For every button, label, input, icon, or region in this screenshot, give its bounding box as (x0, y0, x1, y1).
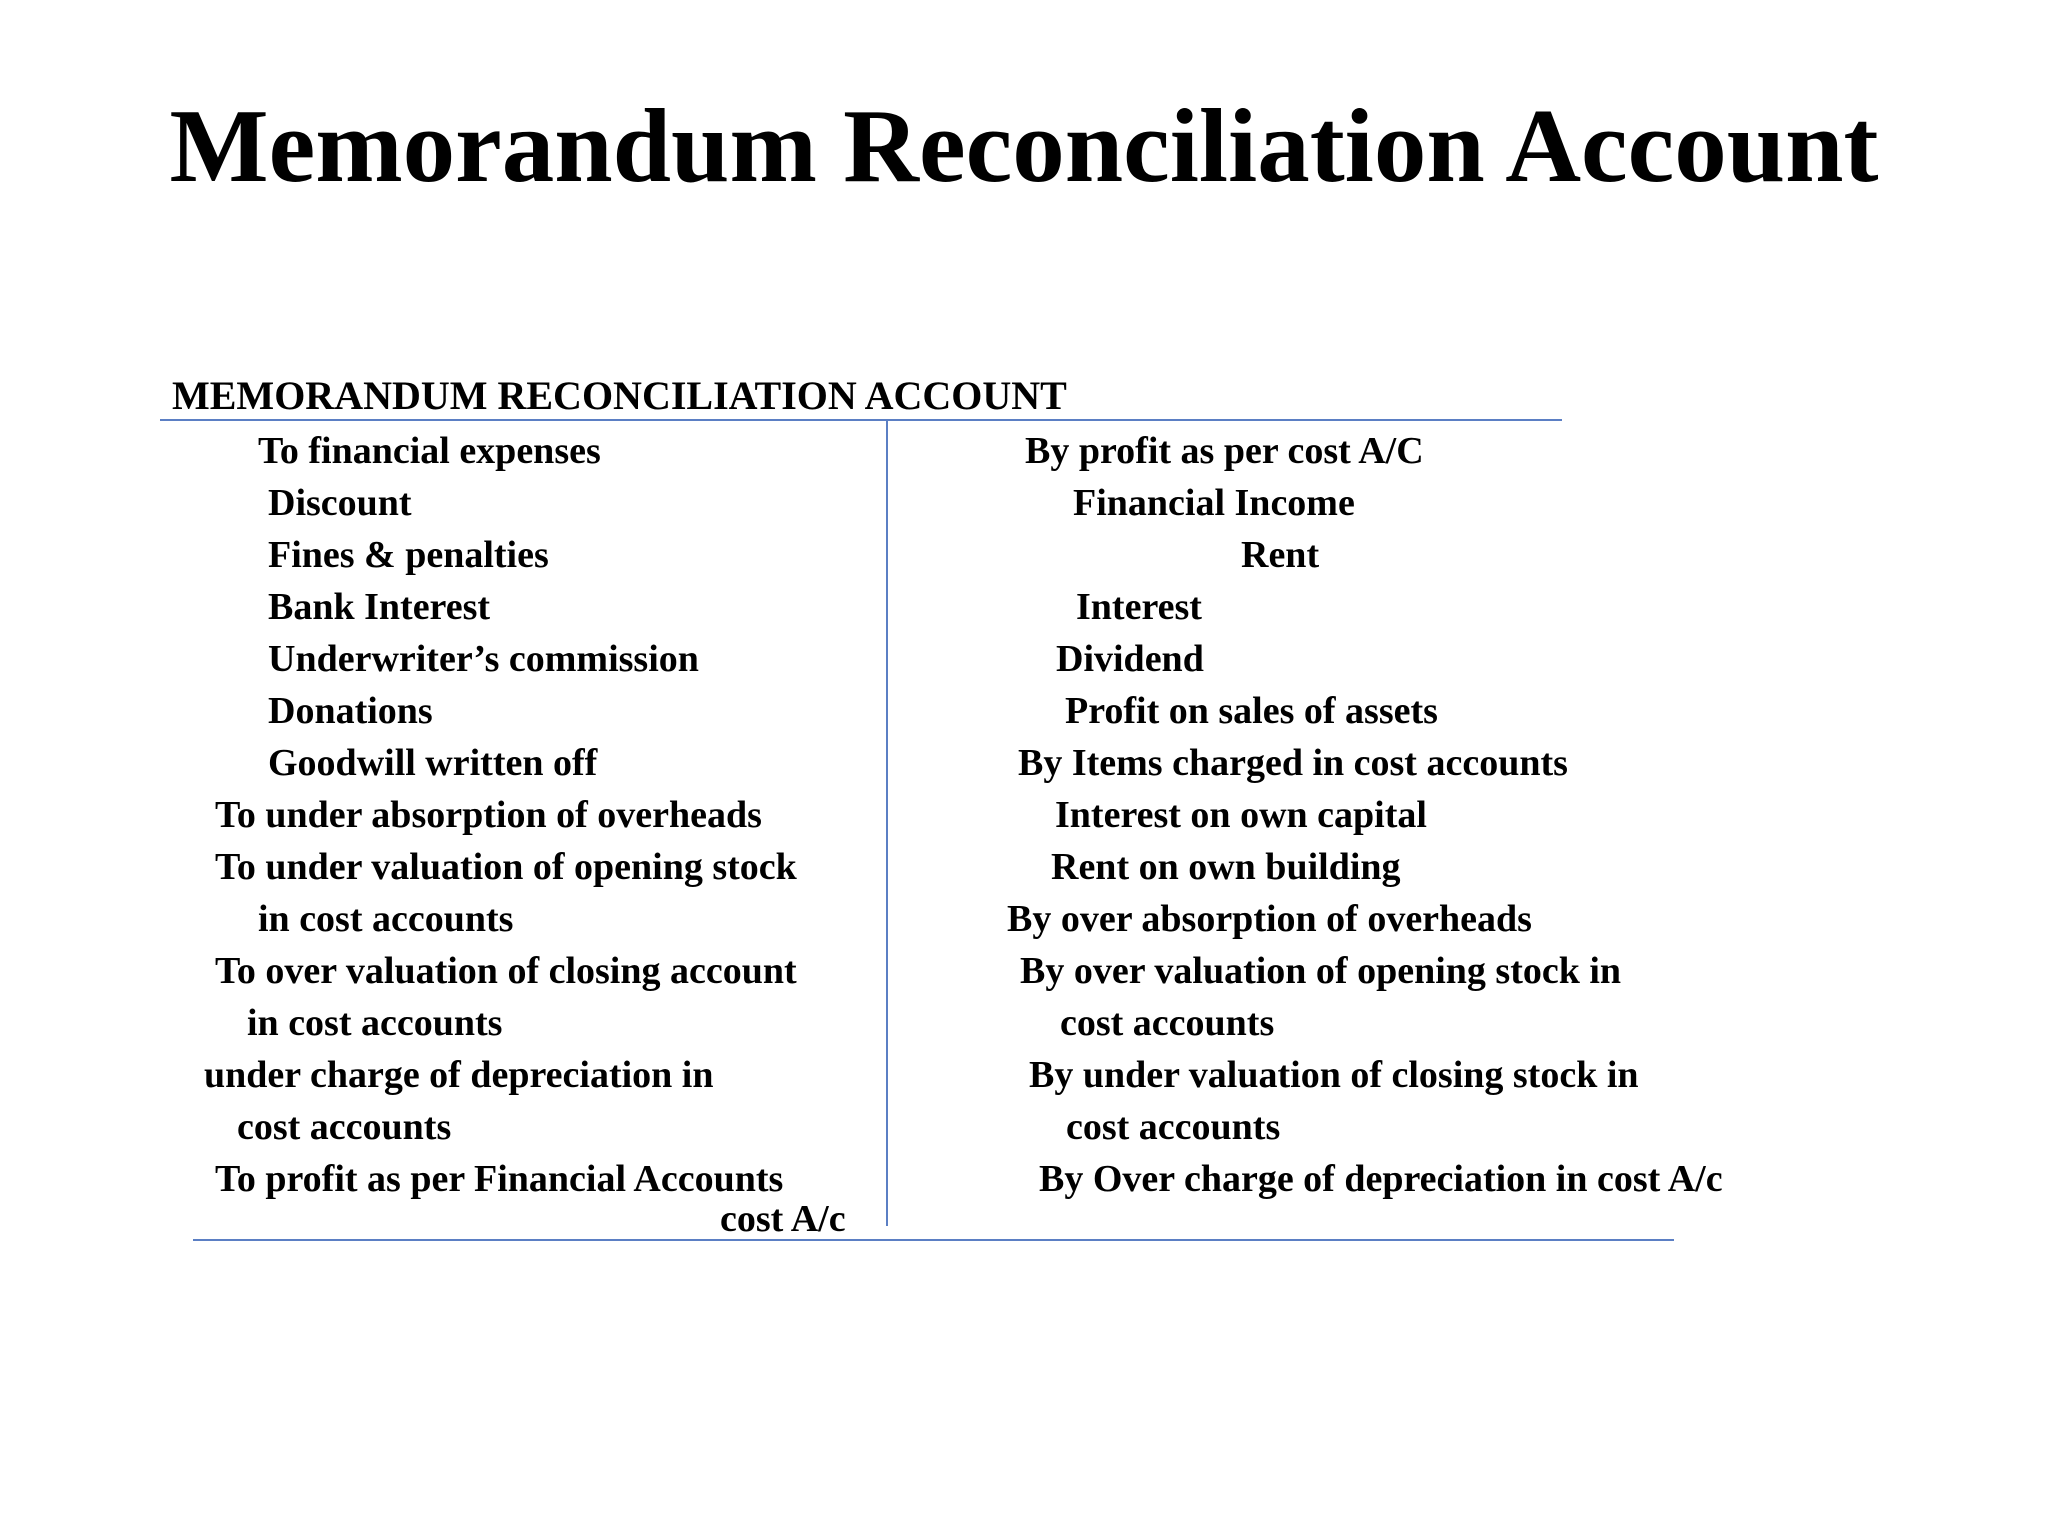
debit-entry: cost accounts (237, 1106, 452, 1148)
debit-entry: Discount (268, 482, 412, 524)
credit-entry: By under valuation of closing stock in (1029, 1054, 1639, 1096)
credit-entry: Profit on sales of assets (1065, 690, 1438, 732)
debit-entry: To financial expenses (258, 430, 601, 472)
credit-entry: Rent on own building (1051, 846, 1401, 888)
credit-entry: Interest on own capital (1055, 794, 1427, 836)
debit-entry: Bank Interest (268, 586, 491, 628)
credit-entry: Rent (1241, 534, 1320, 576)
account-bottom-rule (193, 1239, 1674, 1241)
credit-entry: By Over charge of depreciation in cost A/c (1039, 1158, 1723, 1200)
debit-entry: To under valuation of opening stock (215, 846, 797, 888)
debit-entry: cost A/c (720, 1198, 846, 1240)
credit-entry: By profit as per cost A/C (1025, 430, 1424, 472)
debit-entry: Underwriter’s commission (268, 638, 699, 680)
debit-entry: To under absorption of overheads (215, 794, 762, 836)
credit-entry: By over absorption of overheads (1007, 898, 1532, 940)
debit-entry: in cost accounts (247, 1002, 503, 1044)
credit-entry: Dividend (1056, 638, 1204, 680)
credit-entry: Interest (1076, 586, 1202, 628)
debit-entry: Goodwill written off (268, 742, 598, 784)
account-top-rule (160, 419, 1562, 421)
debit-entry: in cost accounts (258, 898, 514, 940)
credit-entry: By Items charged in cost accounts (1018, 742, 1568, 784)
slide-title: Memorandum Reconciliation Account (169, 87, 1879, 204)
credit-entry: Financial Income (1073, 482, 1355, 524)
debit-entry: To profit as per Financial Accounts (215, 1158, 784, 1200)
credit-entry: By over valuation of opening stock in (1020, 950, 1622, 992)
debit-entry: Donations (268, 690, 433, 732)
account-center-divider (886, 420, 888, 1226)
credit-entry: cost accounts (1060, 1002, 1275, 1044)
debit-entry: under charge of depreciation in (204, 1054, 714, 1096)
debit-entry: To over valuation of closing account (215, 950, 797, 992)
account-heading: MEMORANDUM RECONCILIATION ACCOUNT (172, 373, 1067, 418)
debit-entry: Fines & penalties (268, 534, 549, 576)
credit-entry: cost accounts (1066, 1106, 1281, 1148)
